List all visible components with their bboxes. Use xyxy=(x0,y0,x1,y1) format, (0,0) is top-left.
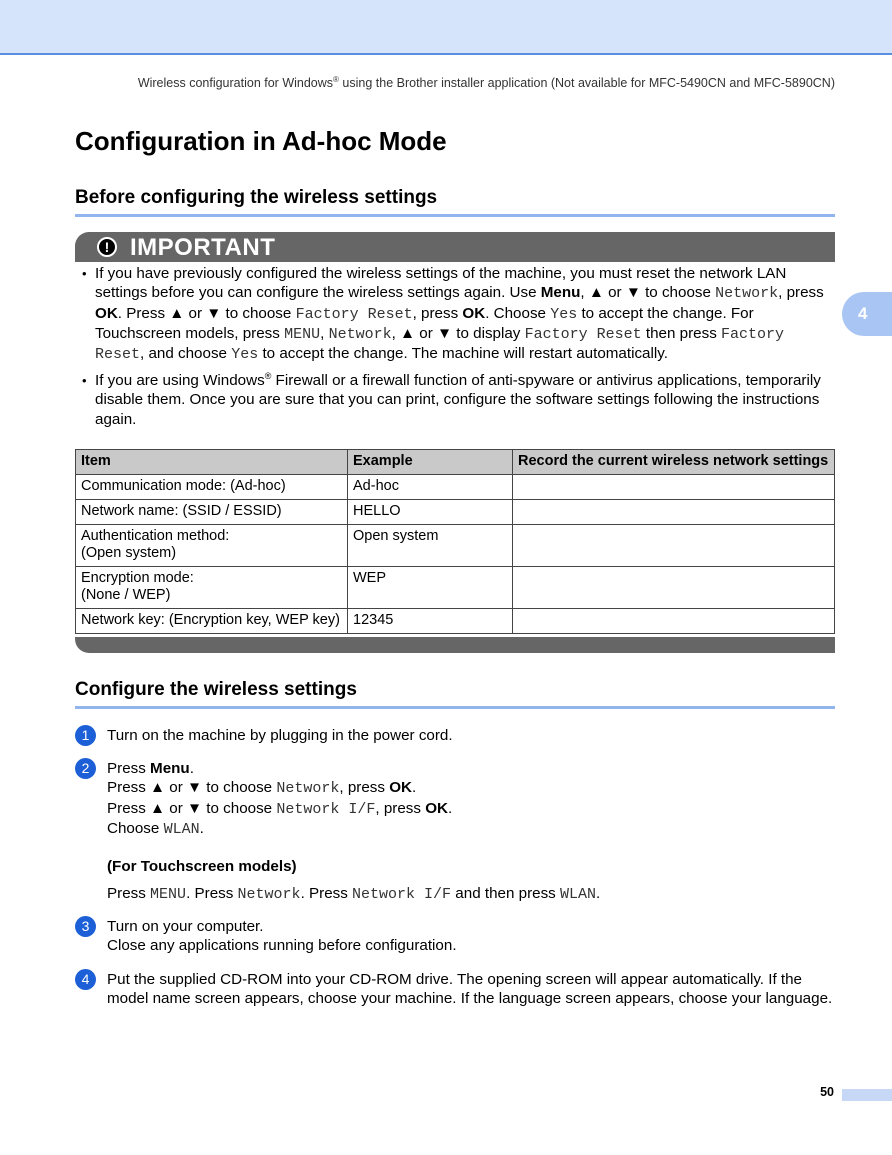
column-header-example: Example xyxy=(348,450,513,475)
cell-example: 12345 xyxy=(348,609,513,634)
step-1-number-icon: 1 xyxy=(75,725,96,746)
step-2-text: Press Menu. Press ▲ or ▼ to choose Network, press OK. Press ▲ or ▼ to choose Network I/F, press OK. Choose WLAN. xyxy=(107,760,453,838)
step-1-text: Turn on the machine by plugging in the power cord. xyxy=(107,727,453,744)
cell-item: Encryption mode: (None / WEP) xyxy=(76,567,348,609)
step-3-number-icon: 3 xyxy=(75,916,96,937)
important-label: IMPORTANT xyxy=(130,234,276,261)
table-header-row xyxy=(76,450,835,475)
table-row xyxy=(76,475,835,500)
running-header: Wireless configuration for Windows® using the Brother installer application (Not available for MFC-5490CN and MFC-5890CN) xyxy=(137,75,835,91)
section-heading-configure: Configure the wireless settings xyxy=(75,679,835,709)
table-row xyxy=(76,567,835,609)
cell-item: Network name: (SSID / ESSID) xyxy=(76,500,348,525)
wireless-settings-table xyxy=(75,449,835,634)
cell-item: Network key: (Encryption key, WEP key) xyxy=(76,609,348,634)
important-bullet-firewall: • If you are using Windows® Firewall or a firewall function of anti-spyware or antivirus applications, temporarily disable them. Once you are sure that you can print, configure the software settings following the instructions again. xyxy=(82,371,837,429)
top-band xyxy=(0,0,892,55)
page-title: Configuration in Ad-hoc Mode xyxy=(75,126,447,156)
cell-example: Ad-hoc xyxy=(348,475,513,500)
step-4-text: Put the supplied CD-ROM into your CD-ROM drive. The opening screen will appear automatically. If the model name screen appears, choose your machine. If the language screen appears, choose your language. xyxy=(107,971,833,1008)
important-end-bar xyxy=(75,637,835,653)
exclamation-icon: ! xyxy=(97,237,117,257)
page-number-bar xyxy=(842,1089,892,1101)
table-row xyxy=(76,609,835,634)
important-bullet-reset: • If you have previously configured the wireless settings of the machine, you must reset the network LAN settings before you can configure the wireless settings again. Use Menu, ▲ or ▼ to choose Network, press OK. Press ▲ or ▼ to choose Factory Reset, press OK. Choose Yes to accept the change. For Touchscreen models, press MENU, Network, ▲ or ▼ to display Factory Reset then press Factory Reset, and choose Yes to accept the change. The machine will restart automatically. xyxy=(82,264,837,364)
cell-record xyxy=(513,567,835,609)
cell-record xyxy=(513,609,835,634)
cell-item: Authentication method: (Open system) xyxy=(76,525,348,567)
column-header-record: Record the current wireless network settings xyxy=(513,450,835,475)
chapter-tab: 4 xyxy=(842,292,892,336)
cell-record xyxy=(513,525,835,567)
touchscreen-heading: (For Touchscreen models) xyxy=(107,858,297,875)
touchscreen-instructions: Press MENU. Press Network. Press Network I/F and then press WLAN. xyxy=(107,885,601,903)
page-number: 50 xyxy=(820,1085,834,1099)
step-4-number-icon: 4 xyxy=(75,969,96,990)
cell-example: WEP xyxy=(348,567,513,609)
important-banner xyxy=(75,232,835,262)
cell-example: HELLO xyxy=(348,500,513,525)
table-row xyxy=(76,500,835,525)
step-3-text: Turn on your computer. Close any applications running before configuration. xyxy=(107,918,457,955)
section-heading-before-configuring: Before configuring the wireless settings xyxy=(75,187,835,217)
column-header-item: Item xyxy=(76,450,348,475)
table-row xyxy=(76,525,835,567)
step-2-number-icon: 2 xyxy=(75,758,96,779)
cell-record xyxy=(513,500,835,525)
cell-example: Open system xyxy=(348,525,513,567)
cell-record xyxy=(513,475,835,500)
cell-item: Communication mode: (Ad-hoc) xyxy=(76,475,348,500)
